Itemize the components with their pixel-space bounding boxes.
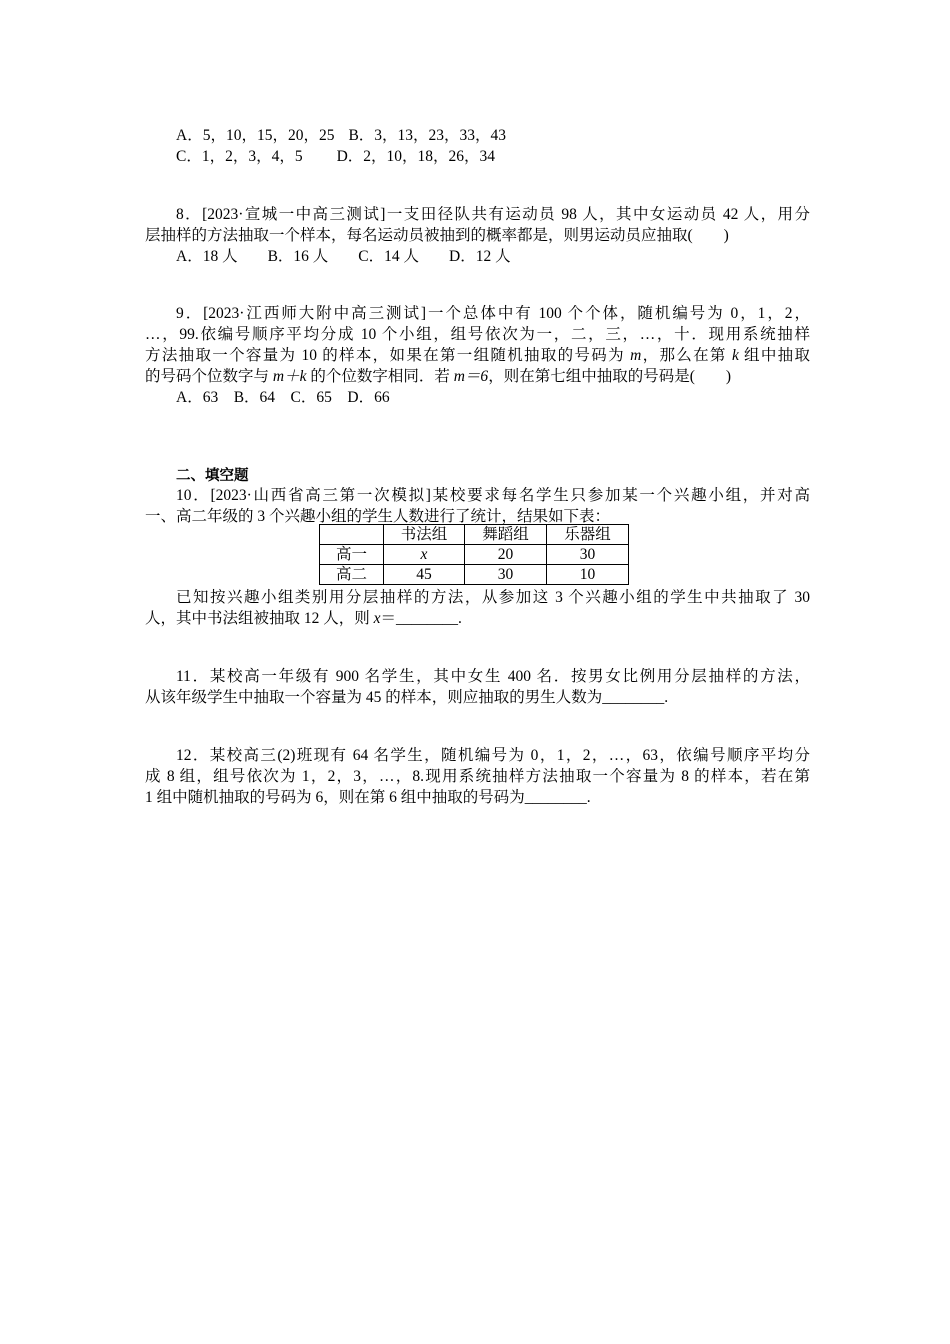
q9-line-3-text-b: ，那么在第 <box>641 347 732 364</box>
table-cell: 45 <box>384 565 465 585</box>
q9-expr-m-plus-k: m＋k <box>272 368 307 385</box>
q9-options: A．63 B．64 C．65 D．66 <box>176 389 390 406</box>
q11-line-1: 11．某校高一年级有 900 名学生，其中女生 400 名．按男女比例用分层抽样的方法， <box>176 668 810 685</box>
q7-options-row2 <box>176 146 810 167</box>
q9-line-3-text-c: 组中抽取 <box>738 347 810 364</box>
section-title-fill-in: 二、填空题 <box>176 468 249 484</box>
table-header-row <box>320 525 629 545</box>
q10-line-2: 一、高二年级的 3 个兴趣小组的学生人数进行了统计，结果如下表： <box>145 508 611 525</box>
table-row <box>320 545 629 565</box>
q9-var-m: m <box>630 347 642 364</box>
q8-option-b: B．16 人 <box>267 248 329 265</box>
q7-option-c: C．1，2，3，4，5 <box>176 148 303 165</box>
q10-var-x: x <box>373 610 381 627</box>
q7-option-a: A．5，10，15，20，25 <box>176 127 335 144</box>
table-row-label: 高一 <box>320 545 384 565</box>
table-header-cell: 书法组 <box>384 525 465 545</box>
table-header-cell: 舞蹈组 <box>465 525 547 545</box>
q10-line-1: 10．[2023·山西省高三第一次模拟]某校要求每名学生只参加某一个兴趣小组，并对高 <box>176 487 810 504</box>
table-header-cell: 乐器组 <box>547 525 629 545</box>
q9-cond-m-equals-6: m＝6 <box>453 368 489 385</box>
q8-line-2: 层抽样的方法抽取一个样本，每名运动员被抽到的概率都是，则男运动员应抽取( ) <box>145 227 729 244</box>
q10-answer-blank: ＝________. <box>380 610 462 627</box>
q12-line-3: 1 组中随机抽取的号码为 6，则在第 6 组中抽取的号码为________. <box>145 789 591 806</box>
q9-line-1: 9．[2023·江西师大附中高三测试]一个总体中有 100 个个体，随机编号为 0，1，2， <box>176 305 810 322</box>
q12-line-1: 12．某校高三(2)班现有 64 名学生，随机编号为 0，1，2，…，63，依编号顺序平均分 <box>176 747 810 764</box>
q7-option-d: D．2，10，18，26，34 <box>336 148 496 165</box>
q12-line-2: 成 8 组，组号依次为 1，2，3，…，8.现用系统抽样方法抽取一个容量为 8 的样本，若在第 <box>145 768 810 785</box>
q9-line-3 <box>145 345 810 366</box>
q7-options-row1 <box>176 125 810 146</box>
table-header-cell <box>320 525 384 545</box>
q8-option-a: A．18 人 <box>176 248 238 265</box>
q9-line-4-text-a: 的号码个位数字与 <box>145 368 273 385</box>
q9-line-4-text-b: 的个位数字相同．若 <box>306 368 454 385</box>
table-cell <box>384 545 465 565</box>
q8-options <box>176 246 810 267</box>
q7-option-b: B．3，13，23，33，43 <box>348 127 507 144</box>
interest-group-table <box>319 524 629 585</box>
table-cell: 10 <box>547 565 629 585</box>
q8-line-1: 8．[2023·宣城一中高三测试]一支田径队共有运动员 98 人，其中女运动员 42 人，用分 <box>176 206 810 223</box>
q9-line-4-text-c: ，则在第七组中抽取的号码是( ) <box>488 368 732 385</box>
q11-line-2: 从该年级学生中抽取一个容量为 45 的样本，则应抽取的男生人数为________. <box>145 689 669 706</box>
q10-line-3: 已知按兴趣小组类别用分层抽样的方法，从参加这 3 个兴趣小组的学生中共抽取了 30 <box>176 589 810 606</box>
table-row <box>320 565 629 585</box>
q10-line-4-text-a: 人，其中书法组被抽取 12 人，则 <box>145 610 374 627</box>
table-cell: 30 <box>465 565 547 585</box>
table-row-label: 高二 <box>320 565 384 585</box>
q9-var-k: k <box>731 347 739 364</box>
table-cell: 20 <box>465 545 547 565</box>
q8-option-d: D．12 人 <box>449 248 511 265</box>
q9-line-4 <box>145 366 810 387</box>
table-cell-var-x: x <box>420 546 428 563</box>
q8-option-c: C．14 人 <box>358 248 420 265</box>
q10-line-4 <box>145 608 810 629</box>
q9-line-3-text-a: 方法抽取一个容量为 10 的样本，如果在第一组随机抽取的号码为 <box>145 347 631 364</box>
table-cell: 30 <box>547 545 629 565</box>
q9-line-2: …，99.依编号顺序平均分成 10 个小组，组号依次为一，二，三，…，十．现用系统抽样 <box>145 326 810 343</box>
